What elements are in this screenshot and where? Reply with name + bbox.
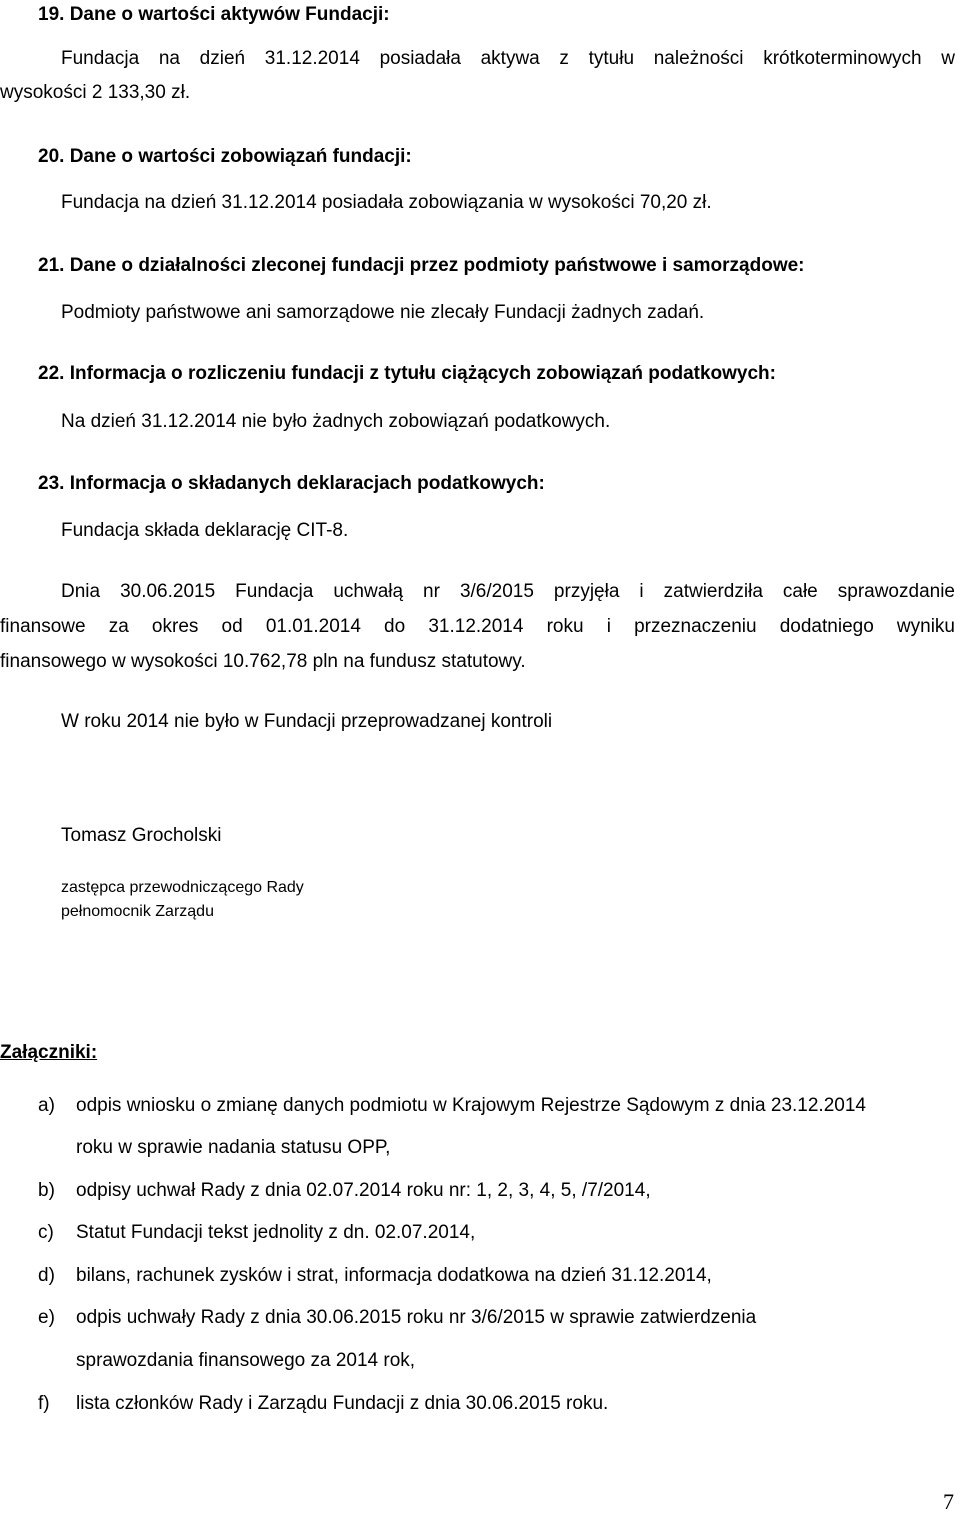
attachment-label: e) [38, 1307, 55, 1328]
attachment-label: c) [38, 1222, 54, 1243]
attachment-text: lista członków Rady i Zarządu Fundacji z dnia 30.06.2015 roku. [76, 1393, 609, 1414]
attachment-label: f) [38, 1393, 50, 1414]
control-note: W roku 2014 nie było w Fundacji przeprowadzanej kontroli [61, 711, 553, 732]
attachment-text: Statut Fundacji tekst jednolity z dn. 02.07.2014, [76, 1222, 476, 1243]
page-number: 7 [943, 1489, 954, 1514]
section-20-heading: 20. Dane o wartości zobowiązań fundacji: [38, 146, 412, 167]
attachment-text-cont: roku w sprawie nadania statusu OPP, [76, 1137, 391, 1158]
signature-name: Tomasz Grocholski [61, 825, 222, 846]
attachment-label: d) [38, 1265, 55, 1286]
section-22-heading: 22. Informacja o rozliczeniu fundacji z tytułu ciążących zobowiązań podatkowych: [38, 363, 776, 384]
attachments-heading: Załączniki: [0, 1042, 98, 1063]
section-19-text-line1: Fundacja na dzień 31.12.2014 posiadała aktywa z tytułu należności krótkoterminowych w [61, 48, 955, 69]
signature-role-1: zastępca przewodniczącego Rady [61, 879, 304, 896]
section-19-text-line2: wysokości 2 133,30 zł. [0, 82, 191, 103]
section-21-text: Podmioty państwowe ani samorządowe nie zlecały Fundacji żadnych zadań. [61, 302, 705, 323]
attachment-text: bilans, rachunek zysków i strat, informacja dodatkowa na dzień 31.12.2014, [76, 1265, 712, 1286]
section-23-heading: 23. Informacja o składanych deklaracjach podatkowych: [38, 473, 545, 494]
resolution-line1: Dnia 30.06.2015 Fundacja uchwałą nr 3/6/2015 przyjęła i zatwierdziła całe sprawozdanie [61, 581, 955, 602]
attachment-text-cont: sprawozdania finansowego za 2014 rok, [76, 1350, 416, 1371]
attachment-text: odpis wniosku o zmianę danych podmiotu w Krajowym Rejestrze Sądowym z dnia 23.12.2014 [76, 1095, 866, 1116]
section-20-text: Fundacja na dzień 31.12.2014 posiadała zobowiązania w wysokości 70,20 zł. [61, 192, 712, 213]
section-22-text: Na dzień 31.12.2014 nie było żadnych zobowiązań podatkowych. [61, 411, 611, 432]
section-23-text: Fundacja składa deklarację CIT-8. [61, 520, 349, 541]
attachment-text: odpisy uchwał Rady z dnia 02.07.2014 roku nr: 1, 2, 3, 4, 5, /7/2014, [76, 1180, 651, 1201]
attachment-text: odpis uchwały Rady z dnia 30.06.2015 roku nr 3/6/2015 w sprawie zatwierdzenia [76, 1307, 757, 1328]
section-21-heading: 21. Dane o działalności zleconej fundacji przez podmioty państwowe i samorządowe: [38, 255, 805, 276]
attachment-label: a) [38, 1095, 55, 1116]
signature-role-2: pełnomocnik Zarządu [61, 903, 214, 920]
resolution-line2: finansowe za okres od 01.01.2014 do 31.12.2014 roku i przeznaczeniu dodatniego wyniku [0, 616, 955, 637]
resolution-line3: finansowego w wysokości 10.762,78 pln na fundusz statutowy. [0, 651, 526, 672]
attachment-label: b) [38, 1180, 55, 1201]
section-19-heading: 19. Dane o wartości aktywów Fundacji: [38, 4, 390, 25]
